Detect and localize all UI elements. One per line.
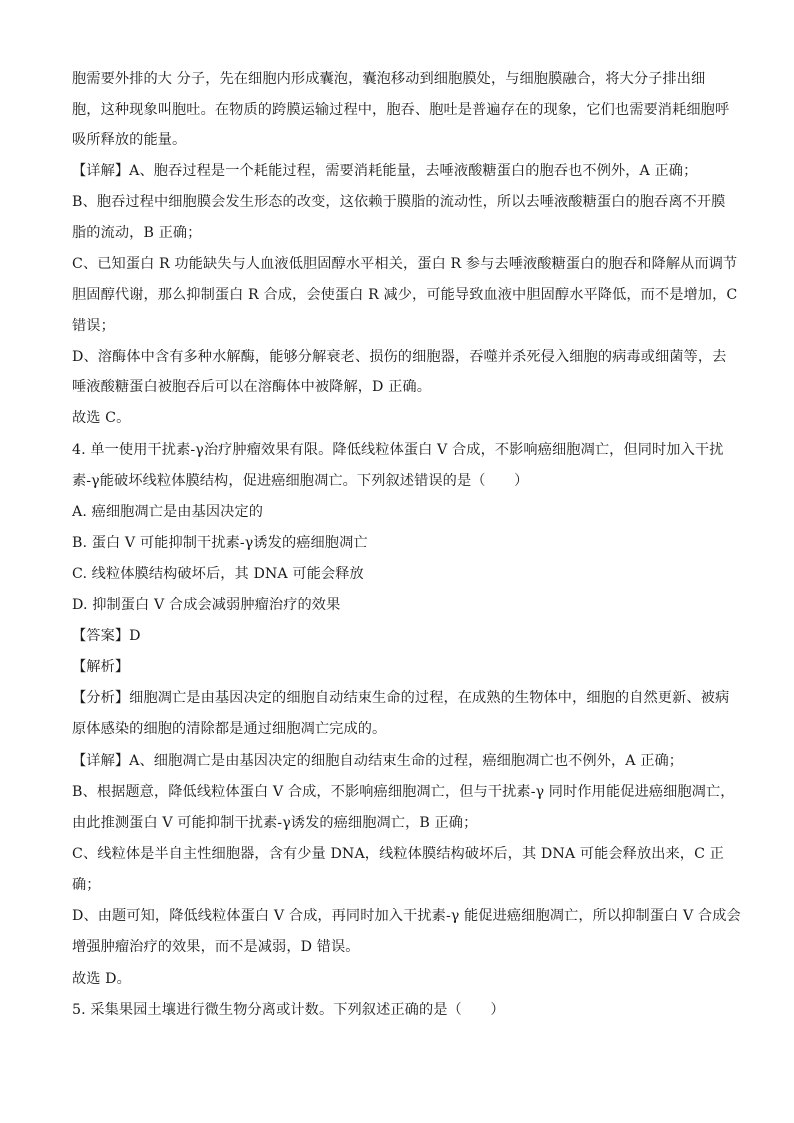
- option-d: D. 抑制蛋白 V 合成会减弱肿瘤治疗的效果: [72, 597, 341, 613]
- question-4-stem: 4. 单一使用干扰素-γ治疗肿瘤效果有限。降低线粒体蛋白 V 合成，不影响癌细胞凋亡，但同时加入干扰: [72, 442, 724, 458]
- text-line: 故选 D。: [72, 971, 131, 987]
- text-line: 吸所释放的能量。: [72, 132, 187, 148]
- question-5-stem: 5. 采集果园土壤进行微生物分离或计数。下列叙述正确的是（ ）: [72, 1002, 505, 1018]
- text-line: B、胞吞过程中细胞膜会发生形态的改变，这依赖于膜脂的流动性，所以去唾液酸糖蛋白的胞吞离不开膜: [72, 194, 726, 210]
- text-line: D、由题可知，降低线粒体蛋白 V 合成，再同时加入干扰素-γ 能促进癌细胞凋亡，所以抑制蛋白 V 合成会: [72, 908, 741, 924]
- option-b: B. 蛋白 V 可能抑制干扰素-γ诱发的癌细胞凋亡: [72, 535, 368, 551]
- text-line: B、根据题意，降低线粒体蛋白 V 合成，不影响癌细胞凋亡，但与干扰素-γ 同时作用能促进癌细胞凋亡，: [72, 784, 735, 800]
- text-line: 由此推测蛋白 V 可能抑制干扰素-γ诱发的癌细胞凋亡，B 正确；: [72, 815, 478, 831]
- option-c: C. 线粒体膜结构破坏后，其 DNA 可能会释放: [72, 566, 364, 582]
- text-line: 脂的流动，B 正确；: [72, 225, 202, 241]
- text-line: D、溶酶体中含有多种水解酶，能够分解衰老、损伤的细胞器，吞噬并杀死侵入细胞的病毒或细菌等，去: [72, 349, 727, 365]
- text-line: 错误；: [72, 318, 115, 334]
- text-line: 胞需要外排的大 分子，先在细胞内形成囊泡，囊泡移动到细胞膜处，与细胞膜融合，将大分子排出细: [72, 71, 706, 87]
- text-line: 【详解】A、胞吞过程是一个耗能过程，需要消耗能量，去唾液酸糖蛋白的胞吞也不例外，A 正确；: [72, 163, 698, 179]
- text-line: C、已知蛋白 R 功能缺失与人血液低胆固醇水平相关，蛋白 R 参与去唾液酸糖蛋白的胞吞和降解从而调节: [72, 256, 738, 272]
- analysis-heading: 【解析】: [72, 659, 130, 675]
- text-line: 胆固醇代谢，那么抑制蛋白 R 合成，会使蛋白 R 减少，可能导致血液中胆固醇水平降低，而不是增加，C: [72, 287, 738, 303]
- text-line: 胞，这种现象叫胞吐。在物质的跨膜运输过程中，胞吞、胞吐是普遍存在的现象，它们也需要消耗细胞呼: [72, 102, 730, 118]
- text-line: C、线粒体是半自主性细胞器，含有少量 DNA，线粒体膜结构破坏后，其 DNA 可能会释放出来，C 正: [72, 846, 724, 862]
- text-line: 【分析】细胞凋亡是由基因决定的细胞自动结束生命的过程，在成熟的生物体中，细胞的自然更新、被病: [72, 690, 730, 706]
- text-line: 增强肿瘤治疗的效果，而不是减弱，D 错误。: [72, 939, 360, 955]
- text-line: 【详解】A、细胞凋亡是由基因决定的细胞自动结束生命的过程，癌细胞凋亡也不例外，A 正确；: [72, 753, 684, 769]
- text-line: 故选 C。: [72, 410, 131, 426]
- option-a: A. 癌细胞凋亡是由基因决定的: [72, 504, 264, 520]
- text-line: 原体感染的细胞的清除都是通过细胞凋亡完成的。: [72, 721, 387, 737]
- text-line: 唾液酸糖蛋白被胞吞后可以在溶酶体中被降解，D 正确。: [72, 379, 431, 395]
- answer-label: 【答案】D: [72, 628, 141, 644]
- text-line: 确；: [72, 877, 101, 893]
- question-4-stem: 素-γ能破坏线粒体膜结构，促进癌细胞凋亡。下列叙述错误的是（ ）: [72, 473, 529, 489]
